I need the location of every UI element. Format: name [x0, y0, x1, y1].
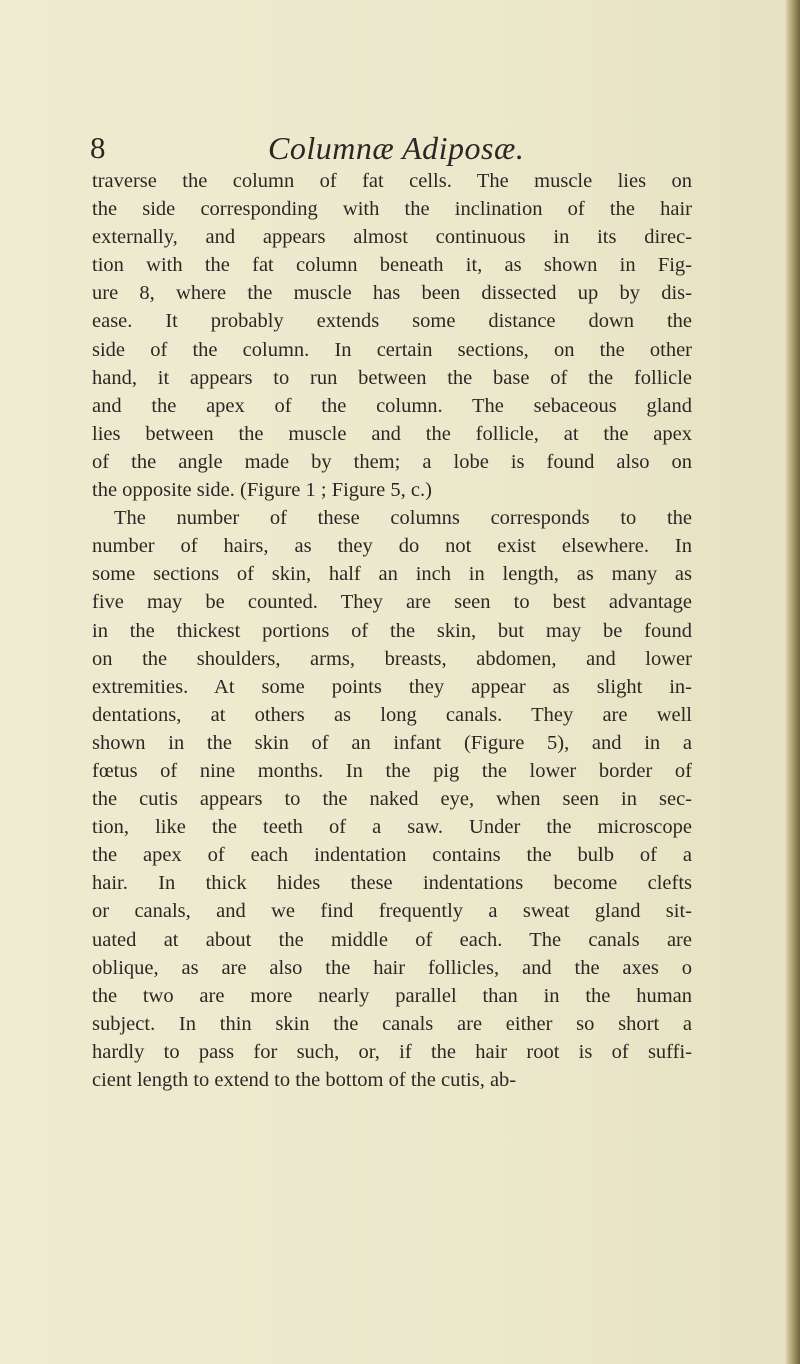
text-line: side of the column. In certain sections, on the other [92, 338, 692, 361]
running-head: Columnæ Adiposæ. [268, 130, 525, 166]
text-line: tion, like the teeth of a saw. Under the microscope [92, 816, 692, 839]
text-line: shown in the skin of an infant (Figure 5), and in a [92, 731, 692, 754]
text-line: cient length to extend to the bottom of the cutis, ab- [92, 1069, 517, 1091]
text-line: oblique, as are also the hair follicles, and the axes o [92, 956, 692, 979]
text-line: traverse the column of fat cells. The muscle lies on [92, 170, 692, 192]
text-line: of the angle made by them; a lobe is found also on [92, 450, 692, 473]
text-line: subject. In thin skin the canals are either so short a [92, 1012, 692, 1035]
text-line: uated at about the middle of each. The canals are [92, 928, 692, 951]
text-line: tion with the fat column beneath it, as shown in Fig- [92, 254, 692, 277]
text-line: number of hairs, as they do not exist elsewhere. In [92, 535, 692, 558]
text-line: lies between the muscle and the follicle, at the apex [92, 422, 692, 445]
text-line: hand, it appears to run between the base of the follicle [92, 366, 692, 389]
text-line: the opposite side. (Figure 1 ; Figure 5, c.) [92, 479, 432, 502]
text-line: externally, and appears almost continuous in its direc- [92, 226, 692, 249]
text-line: extremities. At some points they appear as slight in- [92, 675, 692, 698]
body-text [92, 167, 692, 1094]
text-line: hair. In thick hides these indentations become clefts [92, 872, 692, 895]
text-line: dentations, at others as long canals. They are well [92, 703, 692, 726]
page-edge [786, 0, 800, 1364]
text-line: the cutis appears to the naked eye, when seen in sec- [92, 788, 692, 811]
text-line: The number of these columns corresponds to the [114, 507, 692, 530]
page-number: 8 [90, 130, 106, 165]
text-line: on the shoulders, arms, breasts, abdomen, and lower [92, 647, 692, 670]
text-line: ure 8, where the muscle has been dissected up by dis- [92, 282, 692, 305]
text-line: the side corresponding with the inclination of the hair [92, 198, 692, 221]
text-line: the two are more nearly parallel than in the human [92, 984, 692, 1007]
text-line: hardly to pass for such, or, if the hair root is of suffi- [92, 1040, 692, 1063]
text-line: in the thickest portions of the skin, but may be found [92, 619, 692, 642]
text-line: the apex of each indentation contains the bulb of a [92, 844, 692, 867]
text-line: fœtus of nine months. In the pig the lower border of [92, 759, 692, 782]
text-line: and the apex of the column. The sebaceous gland [92, 394, 692, 417]
text-line: some sections of skin, half an inch in length, as many as [92, 563, 692, 586]
text-line: or canals, and we find frequently a sweat gland sit- [92, 900, 692, 923]
text-line: five may be counted. They are seen to best advantage [92, 591, 692, 614]
text-line: ease. It probably extends some distance down the [92, 310, 692, 333]
